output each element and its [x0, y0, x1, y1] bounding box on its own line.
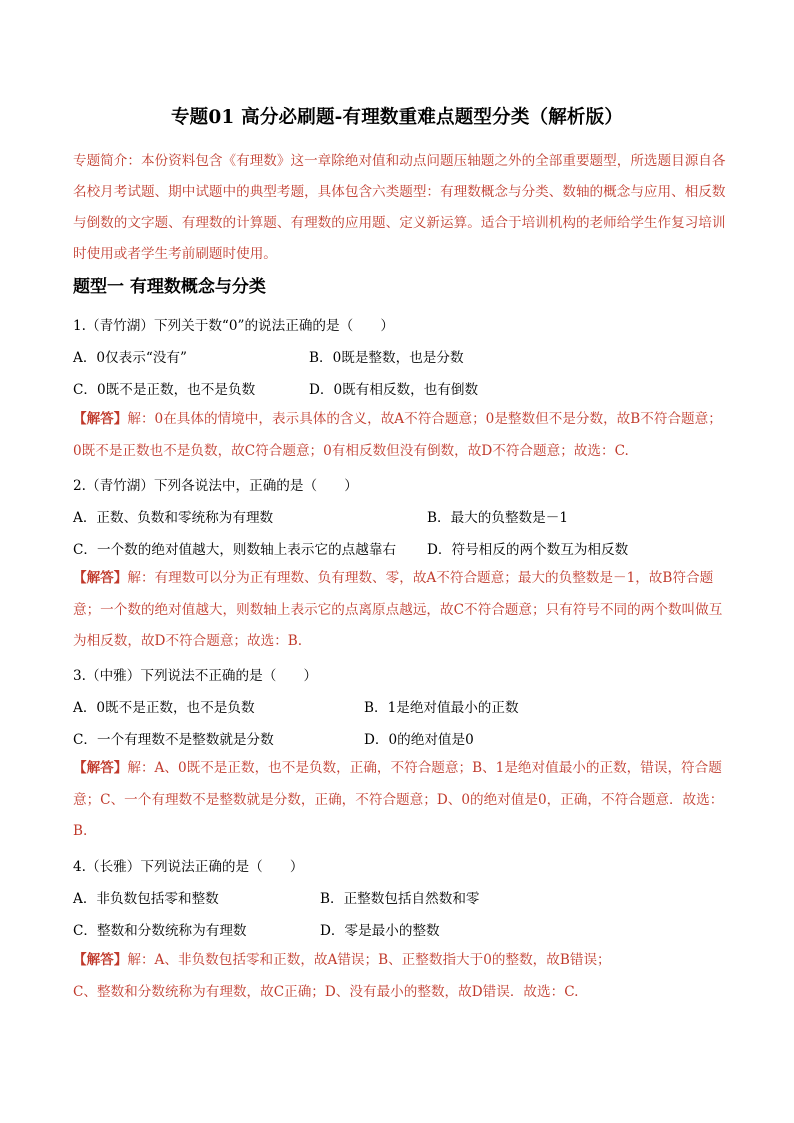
question-4-stem: 4.（长雅）下列说法正确的是（ ） — [73, 859, 304, 875]
question-3-option-c: C．一个有理数不是整数就是分数 — [73, 732, 274, 748]
question-3-option-b: B．1是绝对值最小的正数 — [364, 700, 519, 716]
intro-paragraph: 专题简介：本份资料包含《有理数》这一章除绝对值和动点问题压轴题之外的全部重要题型，所选题目源自各名校月考试题、期中试题中的典型考题，具体包含六类题型：有理数概念与分类、数轴的概念与应用、相反数与倒数的文字题、有理数的计算题、有理数的应用题、定义新运算。适合于培训机构的老师给学生作复习培训时使用或者学生考前刷题时使用。 — [73, 153, 726, 262]
question-1-answer — [73, 404, 729, 467]
question-2-option-d: D．符号相反的两个数互为相反数 — [427, 542, 629, 558]
answer-text-1: 解：A、非负数包括零和正数，故A错误；B、正整数指大于0的整数，故B错误； — [127, 952, 611, 968]
page-title: 专题01 高分必刷题-有理数重难点题型分类（解析版） — [170, 107, 624, 128]
answer-text: 解：A、0既不是正数，也不是负数，正确，不符合题意；B、1是绝对值最小的正数，错误，符合题意；C、一个有理数不是整数就是分数，正确，不符合题意；D、0的绝对值是0，正确，不符合题意．故选：B. — [73, 760, 724, 839]
answer-line-2: C、整数和分数统称为有理数，故C正确；D、没有最小的整数，故D错误．故选：C. — [73, 983, 579, 1000]
question-4-answer — [73, 945, 729, 1008]
answer-text: 解：0在具体的情境中，表示具体的含义，故A不符合题意；0是整数但不是分数，故B不符合题意；0既不是正数也不是负数，故C符合题意；0有相反数但没有倒数，故D不符合题意；故选：C. — [73, 411, 722, 459]
question-2-option-c: C．一个数的绝对值越大，则数轴上表示它的点越靠右 — [73, 542, 397, 558]
question-1-option-b: B．0既是整数，也是分数 — [309, 350, 464, 366]
question-4-option-d: D．零是最小的整数 — [320, 923, 440, 939]
answer-text: 解：有理数可以分为正有理数、负有理数、零，故A不符合题意；最大的负整数是－1，故B符合题意；一个数的绝对值越大，则数轴上表示它的点离原点越远，故C不符合题意；只有符号不同的两个数叫做互为相反数，故D不符合题意；故选：B. — [73, 570, 723, 649]
question-1-stem: 1.（青竹湖）下列关于数“0”的说法正确的是（ ） — [73, 318, 394, 334]
question-2-option-b: B．最大的负整数是－1 — [427, 510, 568, 526]
answer-tag: 【解答】 — [73, 570, 128, 586]
question-3-option-a: A．0既不是正数，也不是负数 — [73, 700, 255, 716]
question-1-option-d: D．0既有相反数，也有倒数 — [309, 382, 479, 398]
question-3-answer — [73, 753, 729, 848]
answer-line-1 — [73, 945, 729, 977]
question-3-option-d: D．0的绝对值是0 — [364, 732, 474, 748]
question-2-option-a: A．正数、负数和零统称为有理数 — [73, 510, 274, 526]
answer-tag: 【解答】 — [73, 952, 128, 968]
question-2-answer — [73, 563, 729, 658]
question-3-stem: 3.（中雅）下列说法不正确的是（ ） — [73, 668, 318, 684]
question-4-option-a: A．非负数包括零和整数 — [73, 891, 219, 907]
question-4-option-b: B．正整数包括自然数和零 — [320, 891, 480, 907]
question-2-stem: 2.（青竹湖）下列各说法中，正确的是（ ） — [73, 478, 358, 494]
question-4-option-c: C．整数和分数统称为有理数 — [73, 923, 247, 939]
section-heading: 题型一 有理数概念与分类 — [73, 277, 266, 297]
answer-tag: 【解答】 — [73, 760, 128, 776]
question-1-option-c: C．0既不是正数，也不是负数 — [73, 382, 256, 398]
answer-tag: 【解答】 — [73, 411, 128, 427]
question-1-option-a: A．0仅表示“没有” — [73, 350, 187, 366]
